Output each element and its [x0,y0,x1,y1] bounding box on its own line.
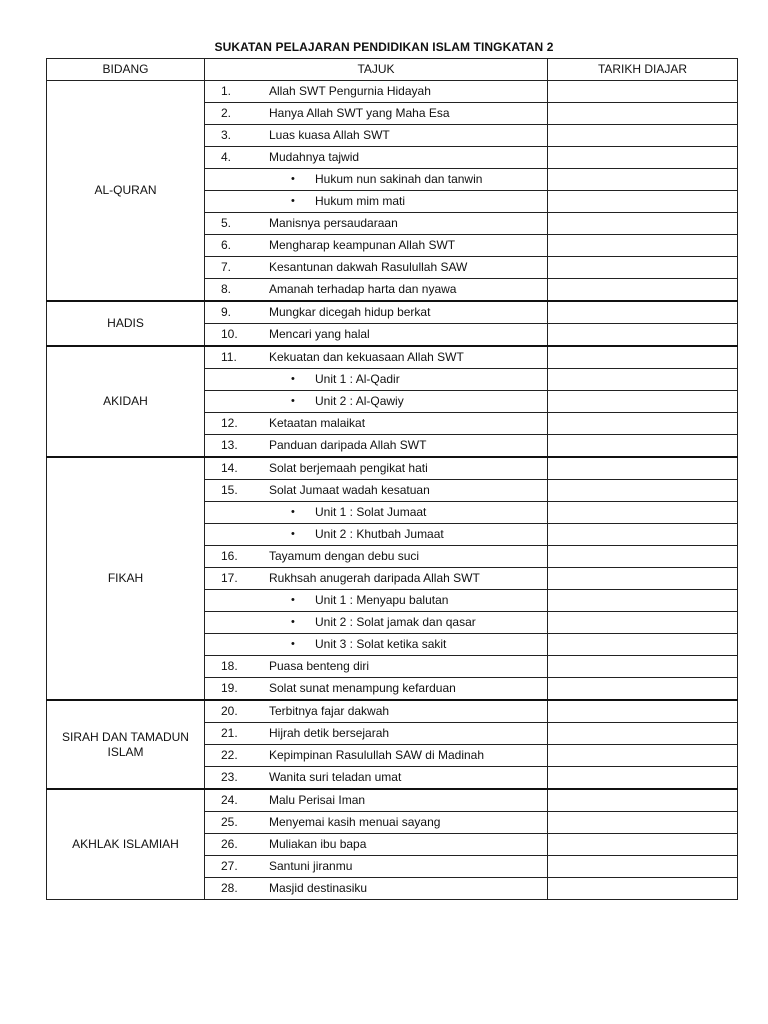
tarikh-cell[interactable] [548,745,738,767]
topic-title: Amanah terhadap harta dan nyawa [269,282,457,296]
tarikh-cell[interactable] [548,590,738,612]
tarikh-cell[interactable] [548,812,738,834]
topic-cell [205,767,548,790]
table-row [47,789,738,812]
topic-number: 4. [221,150,232,164]
tarikh-cell[interactable] [548,834,738,856]
tarikh-cell[interactable] [548,391,738,413]
topic-cell [205,745,548,767]
bullet-icon: • [291,528,295,540]
bidang-cell: SIRAH DAN TAMADUN ISLAM [47,700,205,789]
tarikh-cell[interactable] [548,656,738,678]
topic-cell [205,502,548,524]
bullet-item [205,634,547,655]
bullet-icon: • [291,616,295,628]
topic-number: 18. [221,659,238,673]
topic-title: Manisnya persaudaraan [269,216,398,230]
tarikh-cell[interactable] [548,612,738,634]
topic-title: Menyemai kasih menuai sayang [269,815,441,829]
topic-cell [205,878,548,900]
topic-cell [205,435,548,458]
topic-title: Unit 2 : Khutbah Jumaat [315,527,444,541]
tarikh-cell[interactable] [548,700,738,723]
topic-number: 14. [221,461,238,475]
bullet-icon: • [291,638,295,650]
tarikh-cell[interactable] [548,191,738,213]
topic-title: Puasa benteng diri [269,659,370,673]
topic-cell [205,480,548,502]
topic-cell [205,257,548,279]
topic-cell [205,812,548,834]
bullet-item [205,502,547,523]
topic-title: Hukum nun sakinah dan tanwin [315,172,483,186]
bullet-item [205,590,547,611]
bidang-cell: AL-QURAN [47,81,205,302]
topic-title: Unit 1 : Solat Jumaat [315,505,427,519]
topic-cell [205,169,548,191]
topic-cell [205,346,548,369]
topic-title: Unit 1 : Al-Qadir [315,372,400,386]
bullet-icon: • [291,594,295,606]
topic-number: 20. [221,704,238,718]
tarikh-cell[interactable] [548,502,738,524]
topic-cell [205,723,548,745]
topic-cell [205,700,548,723]
topic-cell [205,279,548,302]
tarikh-cell[interactable] [548,81,738,103]
tarikh-cell[interactable] [548,235,738,257]
topic-title: Rukhsah anugerah daripada Allah SWT [269,571,480,585]
topic-number: 17. [221,571,238,585]
topic-title: Kesantunan dakwah Rasulullah SAW [269,260,468,274]
bullet-item [205,169,547,190]
topic-title: Santuni jiranmu [269,859,353,873]
tarikh-cell[interactable] [548,723,738,745]
table-body [47,81,738,900]
topic-number: 2. [221,106,232,120]
topic-cell [205,789,548,812]
topic-title: Hanya Allah SWT yang Maha Esa [269,106,450,120]
topic-number: 12. [221,416,238,430]
bullet-item [205,524,547,545]
topic-number: 9. [221,305,232,319]
topic-title: Mengharap keampunan Allah SWT [269,238,456,252]
bullet-item [205,612,547,633]
topic-number: 11. [221,350,237,364]
topic-cell [205,213,548,235]
topic-cell [205,678,548,701]
bidang-cell: FIKAH [47,457,205,700]
topic-title: Ketaatan malaikat [269,416,366,430]
topic-number: 16. [221,549,238,563]
tarikh-cell[interactable] [548,457,738,480]
topic-number: 5. [221,216,232,230]
page-title: SUKATAN PELAJARAN PENDIDIKAN ISLAM TINGKATAN 2 [214,40,554,54]
topic-title: Solat berjemaah pengikat hati [269,461,428,475]
topic-number: 7. [221,260,232,274]
topic-cell [205,301,548,324]
tarikh-cell[interactable] [548,125,738,147]
topic-cell [205,457,548,480]
tarikh-cell[interactable] [548,767,738,790]
topic-number: 15. [221,483,238,497]
topic-title: Muliakan ibu bapa [269,837,367,851]
topic-number: 23. [221,770,238,784]
bullet-icon: • [291,395,295,407]
topic-title: Mudahnya tajwid [269,150,360,164]
tarikh-cell[interactable] [548,413,738,435]
topic-title: Hukum mim mati [315,194,406,208]
bullet-icon: • [291,373,295,385]
tarikh-cell[interactable] [548,678,738,701]
topic-number: 22. [221,748,238,762]
topic-title: Mungkar dicegah hidup berkat [269,305,431,319]
bullet-item [205,191,547,212]
topic-number: 13. [221,438,238,452]
tarikh-cell[interactable] [548,369,738,391]
topic-cell [205,590,548,612]
table-row [47,346,738,369]
tarikh-cell[interactable] [548,789,738,812]
topic-cell [205,612,548,634]
header-tajuk: TAJUK [205,59,548,81]
topic-cell [205,524,548,546]
topic-cell [205,834,548,856]
topic-title: Kekuatan dan kekuasaan Allah SWT [269,350,464,364]
topic-number: 25. [221,815,238,829]
topic-number: 19. [221,681,238,695]
bidang-cell: HADIS [47,301,205,346]
header-bidang: BIDANG [47,59,205,81]
topic-cell [205,81,548,103]
topic-number: 8. [221,282,232,296]
tarikh-cell[interactable] [548,301,738,324]
topic-title: Mencari yang halal [269,327,370,341]
topic-title: Unit 3 : Solat ketika sakit [315,637,447,651]
topic-title: Luas kuasa Allah SWT [269,128,390,142]
topic-cell [205,568,548,590]
topic-title: Unit 1 : Menyapu balutan [315,593,449,607]
topic-title: Unit 2 : Solat jamak dan qasar [315,615,476,629]
topic-title: Malu Perisai Iman [269,793,366,807]
tarikh-cell[interactable] [548,856,738,878]
topic-cell [205,147,548,169]
tarikh-cell[interactable] [548,346,738,369]
table-row [47,81,738,103]
topic-cell [205,413,548,435]
bullet-item [205,369,547,390]
bidang-cell: AKHLAK ISLAMIAH [47,789,205,900]
tarikh-cell[interactable] [548,147,738,169]
tarikh-cell[interactable] [548,169,738,191]
topic-title: Unit 2 : Al-Qawiy [315,394,404,408]
topic-title: Solat Jumaat wadah kesatuan [269,483,430,497]
table-row [47,457,738,480]
tarikh-cell[interactable] [548,213,738,235]
table-row [47,700,738,723]
tarikh-cell[interactable] [548,480,738,502]
bullet-icon: • [291,173,295,185]
topic-cell [205,103,548,125]
topic-title: Masjid destinasiku [269,881,368,895]
topic-number: 21. [221,726,238,740]
bullet-icon: • [291,195,295,207]
tarikh-cell[interactable] [548,103,738,125]
topic-number: 1. [221,84,232,98]
topic-title: Panduan daripada Allah SWT [269,438,427,452]
topic-title: Wanita suri teladan umat [269,770,402,784]
tarikh-cell[interactable] [548,435,738,458]
topic-cell [205,369,548,391]
bidang-cell: AKIDAH [47,346,205,457]
topic-title: Allah SWT Pengurnia Hidayah [269,84,431,98]
tarikh-cell[interactable] [548,878,738,900]
topic-title: Kepimpinan Rasulullah SAW di Madinah [269,748,485,762]
table-row [47,301,738,324]
topic-number: 27. [221,859,238,873]
topic-cell [205,125,548,147]
topic-number: 28. [221,881,238,895]
topic-number: 10. [221,327,238,341]
topic-number: 24. [221,793,238,807]
tarikh-cell[interactable] [548,524,738,546]
topic-title: Tayamum dengan debu suci [269,549,420,563]
topic-cell [205,391,548,413]
topic-number: 6. [221,238,232,252]
topic-cell [205,634,548,656]
topic-cell [205,191,548,213]
syllabus-table [46,58,738,900]
topic-number: 26. [221,837,238,851]
tarikh-cell[interactable] [548,568,738,590]
topic-cell [205,546,548,568]
tarikh-cell[interactable] [548,257,738,279]
tarikh-cell[interactable] [548,324,738,347]
header-row [47,59,738,81]
topic-cell [205,324,548,347]
topic-cell [205,235,548,257]
tarikh-cell[interactable] [548,279,738,302]
topic-cell [205,856,548,878]
topic-number: 3. [221,128,232,142]
topic-title: Terbitnya fajar dakwah [269,704,390,718]
tarikh-cell[interactable] [548,634,738,656]
topic-title: Solat sunat menampung kefarduan [269,681,456,695]
bullet-item [205,391,547,412]
bullet-icon: • [291,506,295,518]
header-tarikh: TARIKH DIAJAR [548,59,738,81]
topic-title: Hijrah detik bersejarah [269,726,390,740]
tarikh-cell[interactable] [548,546,738,568]
topic-cell [205,656,548,678]
